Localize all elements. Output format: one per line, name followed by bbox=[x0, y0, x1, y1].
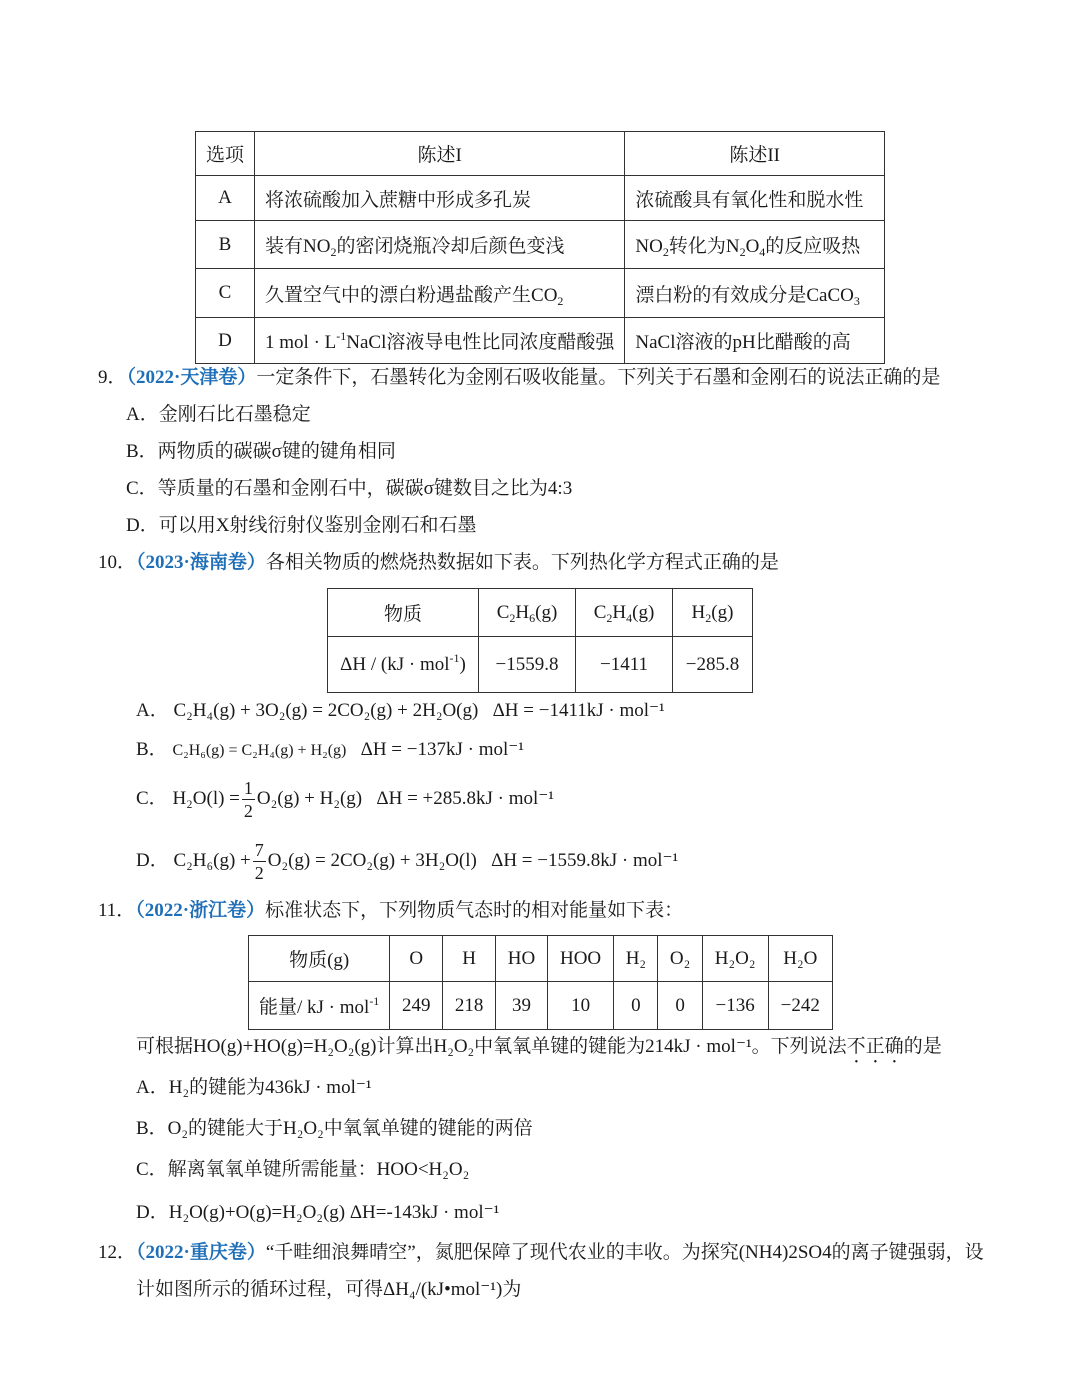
species-ho: HO bbox=[496, 936, 548, 982]
energy-ho: 39 bbox=[496, 982, 548, 1030]
row-statement-2: NaCl溶液的pH比醋酸的高 bbox=[625, 318, 885, 364]
table-header-option: 选项 bbox=[196, 132, 255, 176]
value-c2h4: −1411 bbox=[576, 637, 673, 693]
table-header-substance: 物质 bbox=[328, 589, 479, 637]
question-11 bbox=[98, 898, 683, 924]
energy-o2: 0 bbox=[658, 982, 702, 1030]
species-h2: H₂ bbox=[614, 936, 658, 982]
value-h2: −285.8 bbox=[673, 637, 753, 693]
row-statement-2: 浓硫酸具有氧化性和脱水性 bbox=[625, 176, 885, 221]
question-source: （2022·天津卷） bbox=[126, 367, 257, 388]
row-option: C bbox=[196, 269, 255, 318]
question-source: （2022·浙江卷） bbox=[135, 900, 266, 921]
question-number: 9． bbox=[98, 367, 127, 388]
option-c: C．等质量的石墨和金刚石中，碳碳σ键数目之比为4:3 bbox=[126, 478, 573, 499]
row-option: D bbox=[196, 318, 255, 364]
option-d: D．H₂O(g)+O(g)=H₂O₂(g) ΔH=-143kJ · mol⁻¹ bbox=[136, 1202, 500, 1223]
species-c2h4: $C_2H_4(g)$ bbox=[576, 589, 673, 637]
table-header-statement-1: 陈述I bbox=[255, 132, 625, 176]
option-b: B．O₂的键能大于H₂O₂中氧氧单键的键能的两倍 bbox=[136, 1118, 533, 1139]
row-statement-2: 漂白粉的有效成分是CaCO$_3$ bbox=[625, 269, 885, 318]
statement-table bbox=[195, 131, 885, 364]
question-number: 12． bbox=[98, 1242, 137, 1263]
energy-h2o: −242 bbox=[768, 982, 832, 1030]
question-number: 11． bbox=[98, 900, 136, 921]
option-a: A．H₂的键能为436kJ · mol⁻¹ bbox=[136, 1077, 372, 1098]
fraction: $\frac{7}{2}$ bbox=[254, 840, 264, 884]
species-h: H bbox=[443, 936, 496, 982]
species-h2: $H_2(g)$ bbox=[673, 589, 753, 637]
row-option: B bbox=[196, 221, 255, 269]
value-c2h6: −1559.8 bbox=[479, 637, 576, 693]
option-d: D．可以用X射线衍射仪鉴别金刚石和石墨 bbox=[126, 515, 477, 536]
option-c: C．解离氧氧单键所需能量：HOO<H₂O₂ bbox=[136, 1159, 470, 1180]
question-10 bbox=[98, 550, 779, 576]
row-statement-1: 1 mol · $L^{-1}NaCl$溶液导电性比同浓度醋酸强 bbox=[255, 318, 625, 364]
option-d: D． C₂H₆(g) + $\frac{7}{2}$ O₂(g) = 2CO₂(g) + 3H₂O(l) ΔH = −1559.8kJ · mol⁻¹ bbox=[136, 840, 679, 884]
table-label-delta-h: ΔH / (kJ · mol$^{-1}$) bbox=[328, 637, 479, 693]
question-stem: 各相关物质的燃烧热数据如下表。下列热化学方程式正确的是 bbox=[265, 552, 779, 573]
energy-h: 218 bbox=[443, 982, 496, 1030]
table-row bbox=[196, 221, 885, 269]
table-row bbox=[196, 176, 885, 221]
table-row bbox=[196, 318, 885, 364]
question-stem: 一定条件下，石墨转化为金刚石吸收能量。下列关于石墨和金刚石的说法正确的是 bbox=[256, 367, 941, 388]
species-c2h6: $C_2H_6(g)$ bbox=[479, 589, 576, 637]
row-statement-1: 久置空气中的漂白粉遇盐酸产生$CO_2$ bbox=[255, 269, 625, 318]
option-b: B．两物质的碳碳σ键的键角相同 bbox=[126, 441, 396, 462]
question-stem: “千畦细浪舞晴空”，氮肥保障了现代农业的丰收。为探究(NH4)2SO4的离子键强弱，设 bbox=[265, 1242, 984, 1263]
fraction: $\frac{1}{2}$ bbox=[243, 778, 253, 822]
option-a: A．金刚石比石墨稳定 bbox=[126, 404, 311, 425]
option-c: C． H₂O(l) = $\frac{1}{2}$ O₂(g) + H₂(g) ΔH = +285.8kJ · mol⁻¹ bbox=[136, 778, 554, 822]
table-header-statement-2: 陈述II bbox=[625, 132, 885, 176]
energy-h2: 0 bbox=[614, 982, 658, 1030]
question-stem: 标准状态下，下列物质气态时的相对能量如下表： bbox=[265, 900, 684, 921]
table-row bbox=[196, 269, 885, 318]
question-12-stem-continued: 计如图所示的循环过程，可得ΔH₄/(kJ•mol⁻¹)为 bbox=[136, 1279, 522, 1300]
row-statement-1: 将浓硫酸加入蔗糖中形成多孔炭 bbox=[255, 176, 625, 221]
question-number: 10． bbox=[98, 552, 137, 573]
table-label-energy: 能量/ kJ · mol$^{-1}$ bbox=[249, 982, 390, 1030]
question-source: （2023·海南卷） bbox=[136, 552, 266, 573]
species-o: O bbox=[390, 936, 443, 982]
row-statement-1: 装有$NO_2$的密闭烧瓶冷却后颜色变浅 bbox=[255, 221, 625, 269]
row-statement-2: $NO_2$转化为$N_2O_4$的反应吸热 bbox=[625, 221, 885, 269]
species-hoo: HOO bbox=[547, 936, 613, 982]
energy-hoo: 10 bbox=[547, 982, 613, 1030]
question-12 bbox=[98, 1240, 984, 1266]
energy-h2o2: −136 bbox=[702, 982, 768, 1030]
question-11-context: 可根据HO(g)+HO(g)=H₂O₂(g)计算出H₂O₂中氧氧单键的键能为214kJ · mol⁻¹。下列说法不正确的是 bbox=[136, 1036, 942, 1057]
row-option: A bbox=[196, 176, 255, 221]
relative-energy-table bbox=[248, 935, 833, 1030]
table-header-substance: 物质(g) bbox=[249, 936, 390, 982]
question-source: （2022·重庆卷） bbox=[136, 1242, 266, 1263]
option-a: A． C₂H₄(g) + 3O₂(g) = 2CO₂(g) + 2H₂O(g) ΔH = −1411kJ · mol⁻¹ bbox=[136, 700, 665, 721]
combustion-heat-table bbox=[327, 588, 753, 693]
question-9 bbox=[98, 365, 940, 391]
energy-o: 249 bbox=[390, 982, 443, 1030]
option-b: B． C₂H₆(g) = C₂H₄(g) + H₂(g) ΔH = −137kJ · mol⁻¹ bbox=[136, 739, 524, 760]
species-h2o: H₂O bbox=[768, 936, 832, 982]
species-h2o2: H₂O₂ bbox=[702, 936, 768, 982]
emphasis-text: 不正确 bbox=[846, 1036, 904, 1057]
species-o2: O₂ bbox=[658, 936, 702, 982]
